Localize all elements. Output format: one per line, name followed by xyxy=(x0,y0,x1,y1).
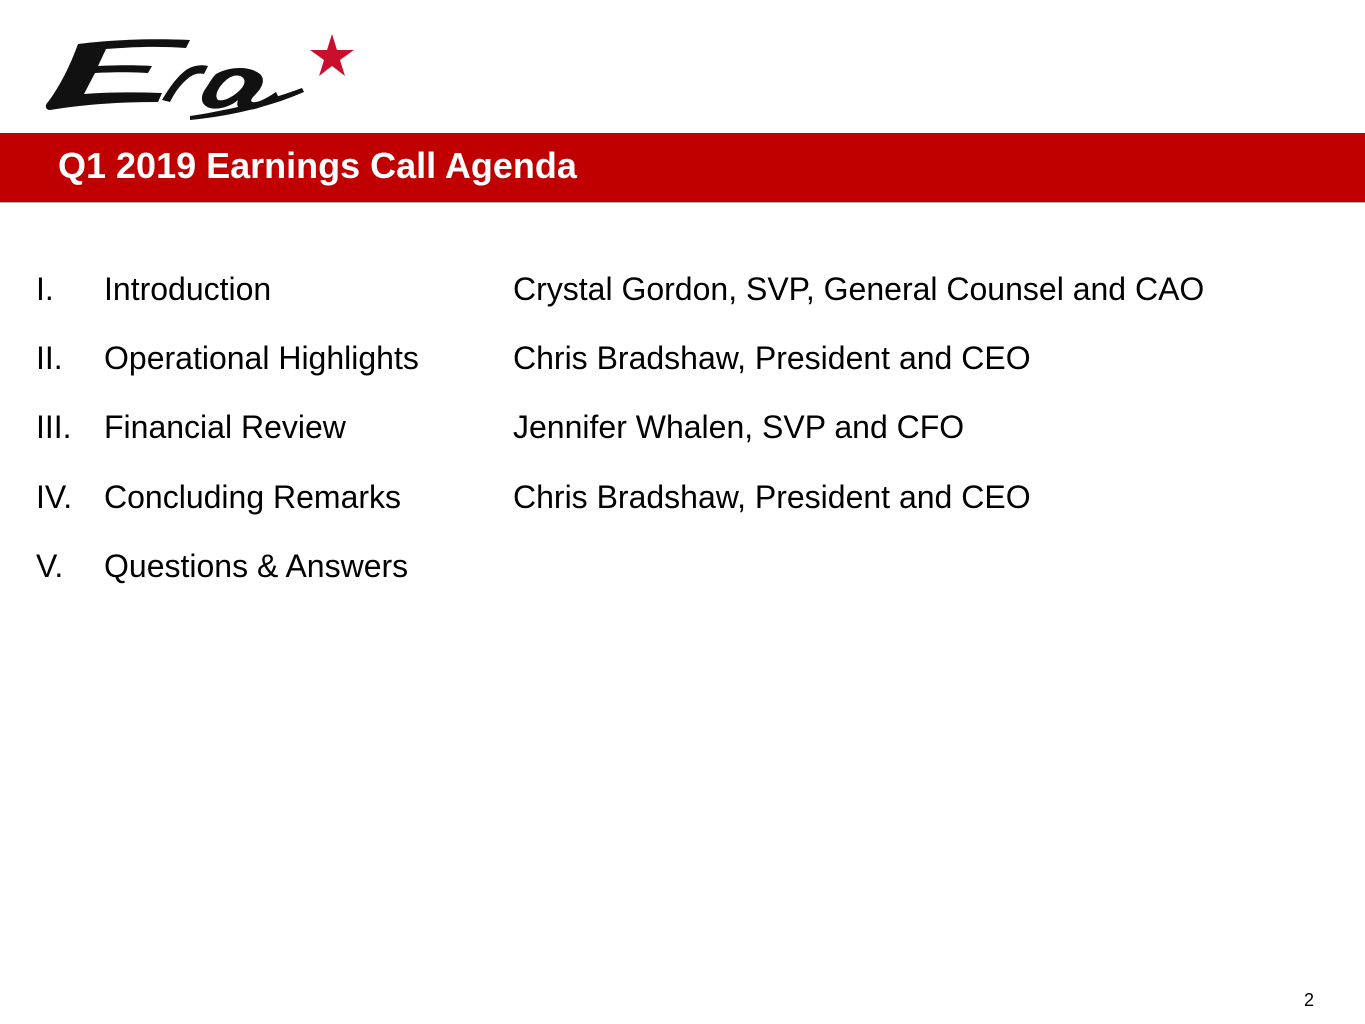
agenda-item-speaker: Chris Bradshaw, President and CEO xyxy=(513,479,1031,515)
agenda-item-speaker: Chris Bradshaw, President and CEO xyxy=(513,340,1031,376)
agenda-item-number: II. xyxy=(36,340,63,376)
agenda-item xyxy=(0,474,1365,520)
era-logo xyxy=(40,30,360,120)
agenda-item xyxy=(0,543,1365,589)
agenda-item-number: I. xyxy=(36,271,54,307)
agenda-item-number: V. xyxy=(36,548,64,584)
page-title: Q1 2019 Earnings Call Agenda xyxy=(58,145,577,186)
agenda-item-number: III. xyxy=(36,409,72,445)
agenda-item xyxy=(0,335,1365,381)
agenda-item xyxy=(0,266,1365,312)
agenda-item xyxy=(0,404,1365,450)
title-bar xyxy=(0,133,1365,203)
agenda-item-topic: Questions & Answers xyxy=(104,548,409,584)
agenda-item-topic: Financial Review xyxy=(104,409,346,445)
agenda-item-speaker: Crystal Gordon, SVP, General Counsel and CAO xyxy=(513,271,1205,307)
agenda-item-number: IV. xyxy=(36,479,73,515)
agenda-item-topic: Operational Highlights xyxy=(104,340,419,376)
agenda-item-topic: Concluding Remarks xyxy=(104,479,402,515)
agenda-item-topic: Introduction xyxy=(104,271,272,307)
page-number: 2 xyxy=(1303,990,1314,1010)
era-logo-graphic xyxy=(40,30,360,120)
agenda-item-speaker: Jennifer Whalen, SVP and CFO xyxy=(513,409,965,445)
